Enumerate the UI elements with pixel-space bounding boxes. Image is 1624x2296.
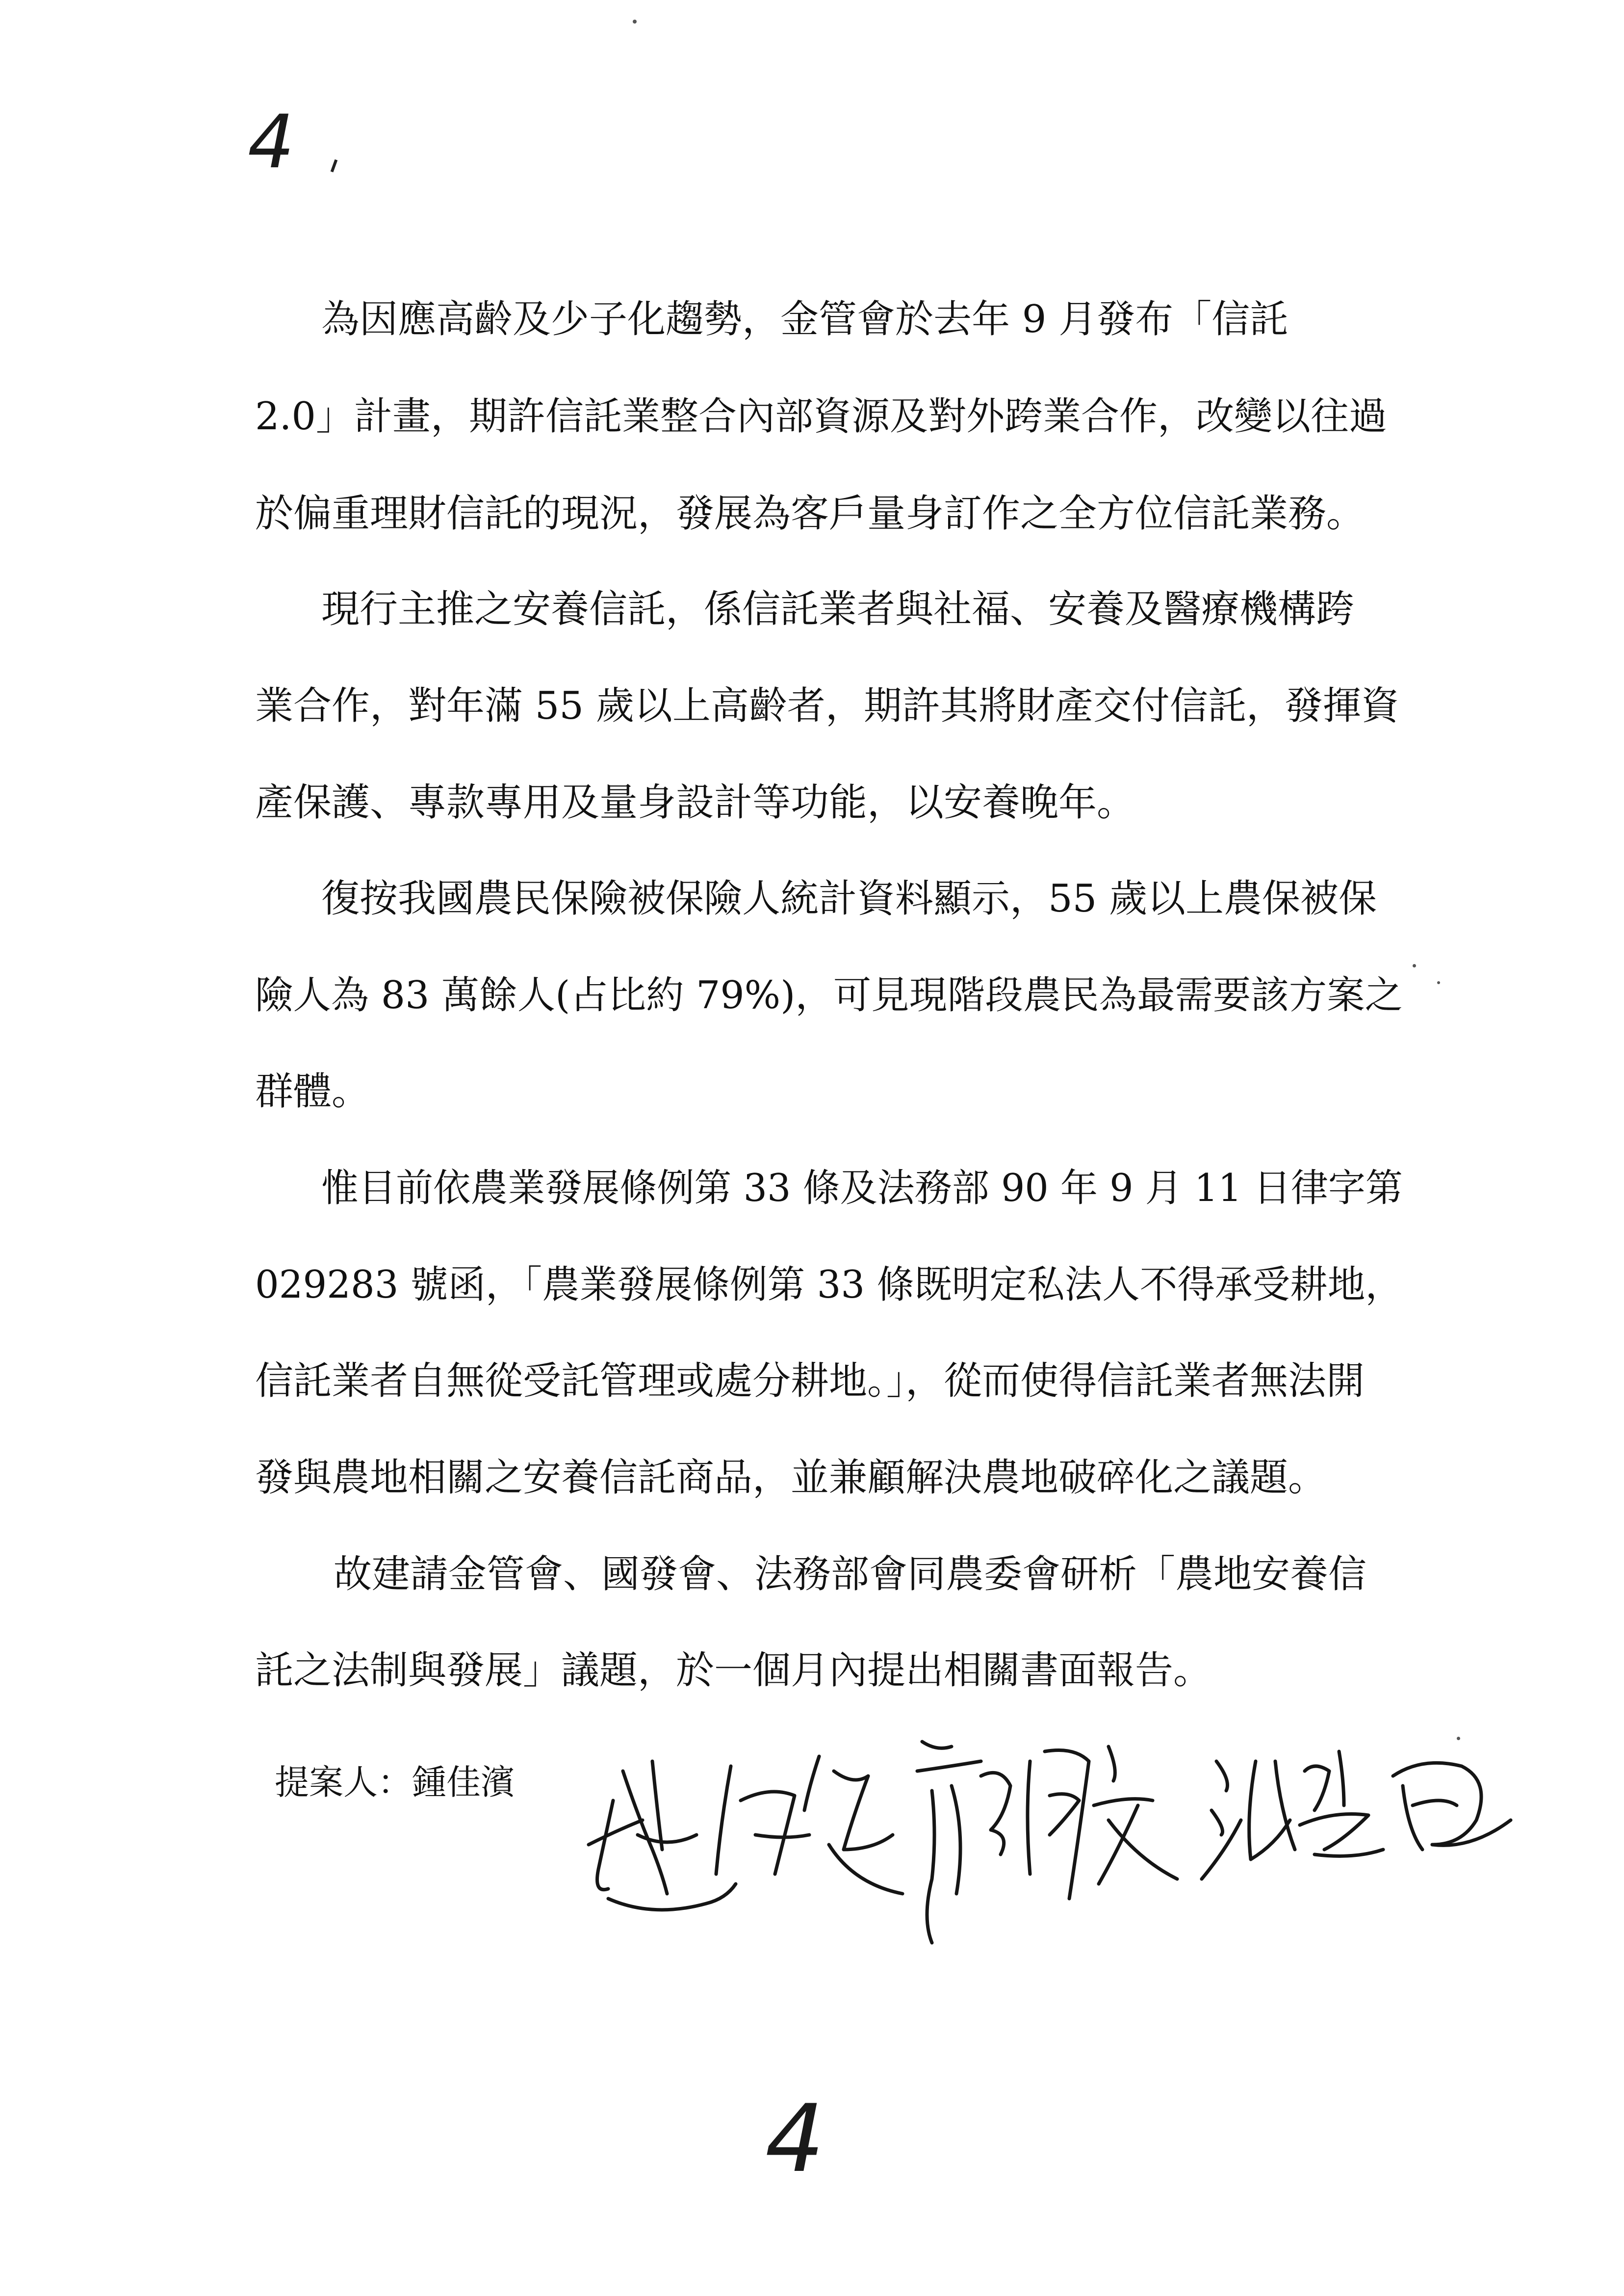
body-line: 產保護、專款專用及量身設計等功能，以安養晚年。 xyxy=(255,781,1135,825)
proposer-row xyxy=(275,1762,515,1802)
handwritten-tick-mark xyxy=(331,159,338,172)
body-line: 惟目前依農業發展條例第 33 條及法務部 90 年 9 月 11 日律字第 xyxy=(321,1166,1403,1210)
body-line: 故建請金管會、國發會、法務部會同農委會研析「農地安養信 xyxy=(334,1552,1367,1596)
handwritten-page-number: 4 xyxy=(765,2085,825,2193)
body-line: 群體。 xyxy=(255,1070,370,1114)
body-line: 現行主推之安養信託，係信託業者與社福、安養及醫療機構跨 xyxy=(321,587,1355,631)
handwritten-page-mark: 4 xyxy=(248,100,295,185)
handwritten-signatures xyxy=(579,1688,1560,2002)
body-line: 發與農地相關之安養信託商品，並兼顧解決農地破碎化之議題。 xyxy=(255,1456,1327,1500)
proposer-name: 鍾佳濱 xyxy=(412,1762,515,1802)
scan-speck xyxy=(1437,981,1440,984)
body-line: 於偏重理財信託的現況，發展為客戶量身訂作之全方位信託業務。 xyxy=(255,492,1365,536)
signature-1 xyxy=(589,1756,902,1910)
body-line: 託之法制與發展」議題，於一個月內提出相關書面報告。 xyxy=(255,1648,1212,1693)
body-line: 復按我國農民保險被保險人統計資料顯示，55 歲以上農保被保 xyxy=(321,877,1377,921)
scan-speck xyxy=(1413,964,1416,967)
proposer-label: 提案人： xyxy=(275,1762,412,1802)
body-line: 業合作，對年滿 55 歲以上高齡者，期許其將財產交付信託，發揮資 xyxy=(255,684,1399,728)
signature-3 xyxy=(1202,1751,1511,1879)
scan-speck xyxy=(633,20,637,24)
body-line: 信託業者自無從受託管理或處分耕地。」，從而使得信託業者無法開 xyxy=(255,1359,1365,1403)
body-line: 險人為 83 萬餘人(占比約 79%)，可見現階段農民為最需要該方案之 xyxy=(255,973,1403,1018)
signature-2 xyxy=(917,1742,1177,1943)
body-line: 為因應高齡及少子化趨勢，金管會於去年 9 月發布「信託 xyxy=(321,297,1289,341)
body-line: 029283 號函，「農業發展條例第 33 條既明定私法人不得承受耕地， xyxy=(255,1263,1403,1307)
scan-speck xyxy=(1457,1737,1460,1740)
body-line: 2.0」計畫，期許信託業整合內部資源及對外跨業合作，改變以往過 xyxy=(255,394,1388,439)
